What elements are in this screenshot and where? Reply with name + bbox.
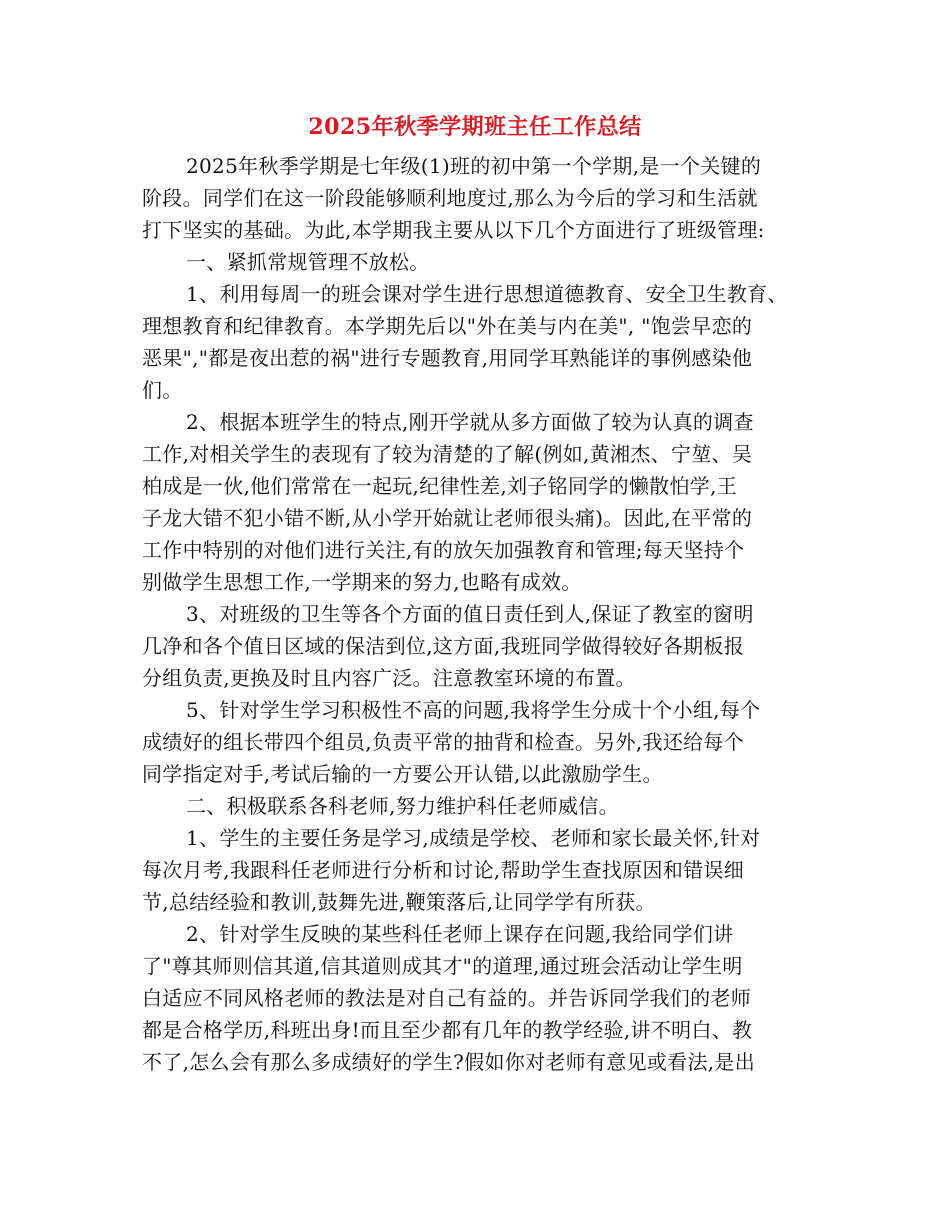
text-line: 每次月考,我跟科任老师进行分析和讨论,帮助学生查找原因和错误细	[142, 858, 745, 882]
text-line: 们。	[142, 378, 183, 402]
text-line: 1、利用每周一的班会课对学生进行思想道德教育、安全卫生教育、	[186, 282, 788, 306]
text-line: 工作中特别的对他们进行关注,有的放矢加强教育和管理;每天坚持个	[142, 538, 745, 562]
text-line: 子龙大错不犯小错不断,从小学开始就让老师很头痛)。因此,在平常的	[142, 506, 753, 530]
text-line: 几净和各个值日区域的保洁到位,这方面,我班同学做得较好各期板报	[142, 634, 745, 658]
text-line: 2025年秋季学期是七年级(1)班的初中第一个学期,是一个关键的	[186, 154, 762, 178]
text-line: 白适应不同风格老师的教法是对自己有益的。并告诉同学我们的老师	[142, 986, 751, 1010]
text-line: 1、学生的主要任务是学习,成绩是学校、老师和家长最关怀,针对	[186, 826, 761, 850]
text-line: 打下坚实的基础。为此,本学期我主要从以下几个方面进行了班级管理:	[142, 218, 765, 242]
text-line: 2、针对学生反映的某些科任老师上课存在问题,我给同学们讲	[186, 922, 734, 946]
text-line: 3、对班级的卫生等各个方面的值日责任到人,保证了教室的窗明	[186, 602, 754, 626]
text-line: 了"尊其师则信其道,信其道则成其才"的道理,通过班会活动让学生明	[142, 954, 743, 978]
text-line: 2、根据本班学生的特点,刚开学就从多方面做了较为认真的调查	[186, 410, 754, 434]
text-line: 节,总结经验和教训,鼓舞先进,鞭策落后,让同学学有所获。	[142, 890, 656, 914]
text-line: 5、针对学生学习积极性不高的问题,我将学生分成十个小组,每个	[186, 698, 761, 722]
text-line: 不了,怎么会有那么多成绩好的学生?假如你对老师有意见或看法,是出	[142, 1050, 756, 1074]
text-line: 分组负责,更换及时且内容广泛。注意教室环境的布置。	[142, 666, 636, 690]
document-body	[142, 150, 810, 1078]
text-line: 二、积极联系各科老师,努力维护科任老师威信。	[186, 794, 619, 818]
text-line: 同学指定对手,考试后输的一方要公开认错,以此激励学生。	[142, 762, 663, 786]
text-line: 一、紧抓常规管理不放松。	[186, 250, 430, 274]
document-title: 2025年秋季学期班主任工作总结	[308, 114, 642, 140]
text-line: 恶果","都是夜出惹的祸"进行专题教育,用同学耳熟能详的事例感染他	[142, 346, 753, 370]
text-line: 别做学生思想工作,一学期来的努力,也略有成效。	[142, 570, 582, 594]
text-line: 都是合格学历,科班出身!而且至少都有几年的教学经验,讲不明白、教	[142, 1018, 753, 1042]
text-line: 成绩好的组长带四个组员,负责平常的抽背和检查。另外,我还给每个	[142, 730, 745, 754]
text-line: 工作,对相关学生的表现有了较为清楚的了解(例如,黄湘杰、宁堃、吴	[142, 442, 753, 466]
text-line: 阶段。同学们在这一阶段能够顺利地度过,那么为今后的学习和生活就	[142, 186, 758, 210]
text-line: 理想教育和纪律教育。本学期先后以"外在美与内在美", "饱尝早恋的	[142, 314, 753, 338]
text-line: 柏成是一伙,他们常常在一起玩,纪律性差,刘子铭同学的懒散怕学,王	[142, 474, 738, 498]
